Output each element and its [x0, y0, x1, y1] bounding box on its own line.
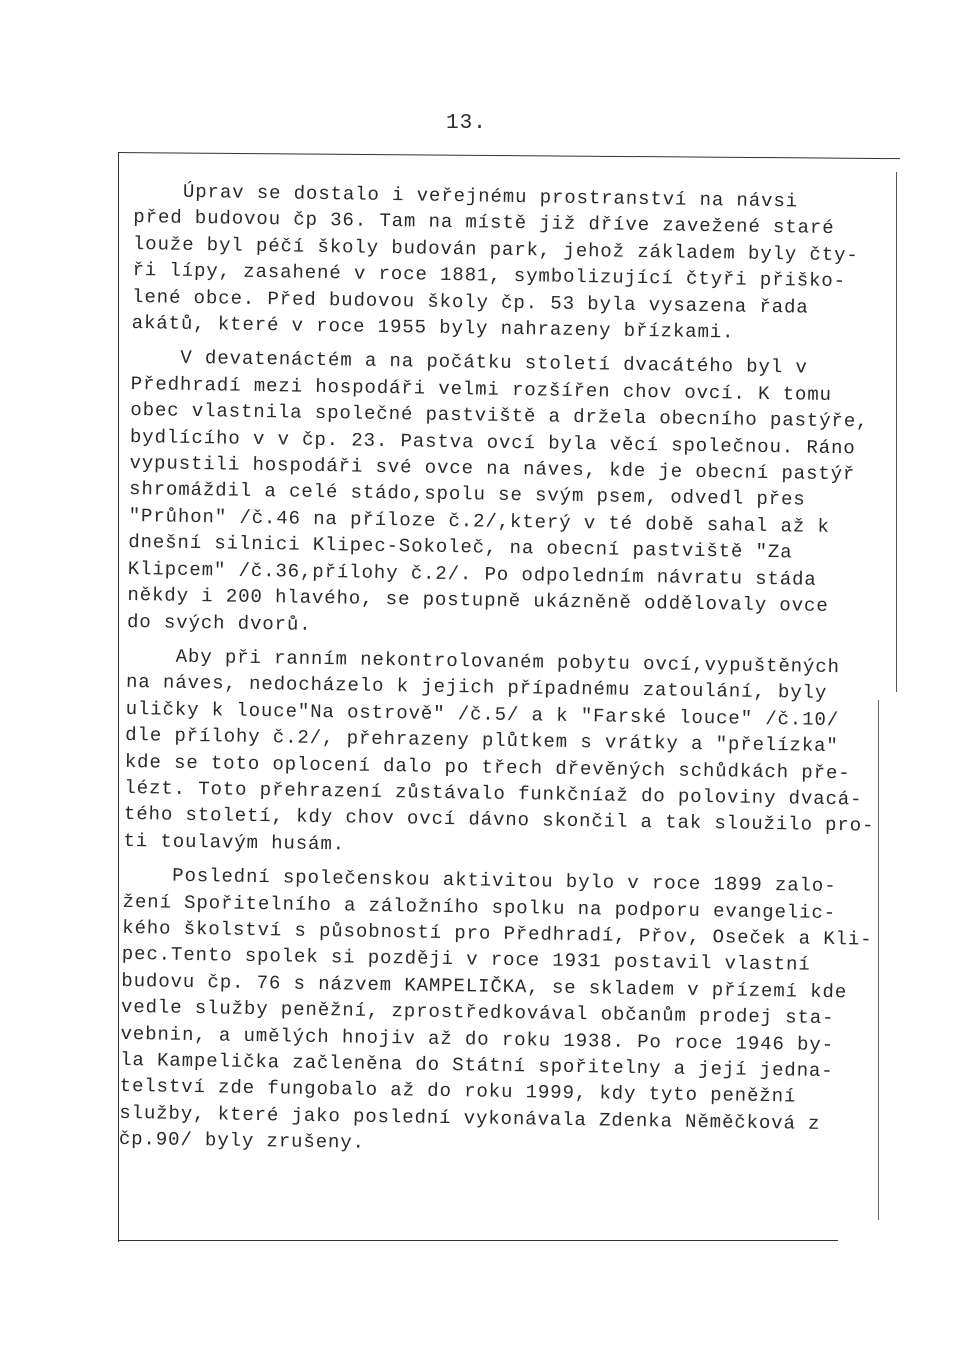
text-line: Předhradí mezi hospodáři velmi rozšířen chov ovcí. K tomu: [130, 372, 833, 406]
text-line: Aby při ranním nekontrolovaném pobytu ovcí,vypuštěných: [126, 644, 841, 679]
frame-bottom-border: [118, 1240, 838, 1241]
text-line: žení Spořitelního a záložního spolku na podporu evangelic-: [122, 890, 837, 924]
text-line: před budovou čp 36. Tam na místě již dříve zavežené staré: [133, 206, 835, 240]
text-line: vebnin, a umělých hnojiv až do roku 1938. Po roce 1946 by-: [120, 1022, 835, 1056]
text-line: služby, které jako poslední vykonávala Zdenka Něměčková z: [119, 1101, 821, 1135]
text-line: louže byl péčí školy budován park, jehož základem byly čty-: [132, 232, 859, 267]
text-line: lené obce. Před budovou školy čp. 53 byla vysazena řada: [131, 285, 809, 319]
text-line: Úprav se dostalo i veřejnému prostranství na návsi: [133, 179, 799, 213]
paragraph-savings-bank: [118, 862, 873, 1164]
text-line: kého školství s působností pro Předhradí, Přov, Oseček a Kli-: [122, 916, 873, 951]
text-line: čp.90/ byly zrušeny.: [118, 1128, 366, 1154]
paragraph-park: [131, 178, 859, 348]
text-line: bydlícího v v čp. 23. Pastva ovcí byla věcí společnou. Ráno: [129, 425, 856, 460]
text-line: dle přílohy č.2/, přehrazeny plůtkem s vrátky a "přelízka": [125, 724, 839, 758]
text-line: pec.Tento spolek si později v roce 1931 postavil vlastní: [121, 943, 811, 977]
typewritten-text-block: [118, 178, 875, 1172]
text-line: telství zde fungobalo až do roku 1999, kdy tyto peněžní: [119, 1075, 797, 1108]
page-number: 13.: [446, 112, 487, 135]
frame-right-border: [896, 172, 897, 692]
text-line: někdy i 200 hlavého, se postupně ukázněně oddělovaly ovce: [127, 584, 829, 618]
text-line: ti toulavým husám.: [123, 829, 346, 856]
text-line: "Průhon" /č.46 na příloze č.2/,který v té době sahal až k: [128, 504, 830, 538]
text-line: obec vlastnila společné pastviště a držela obecního pastýře,: [130, 399, 869, 433]
text-line: Poslední společenskou aktivitou bylo v roce 1899 zalo-: [122, 864, 837, 898]
text-line: Klipcem" /č.36,přílohy č.2/. Po odpoledním návratu stáda: [127, 557, 817, 591]
text-line: budovu čp. 76 s názvem KAMPELIČKA, se skladem v přízemí kde: [121, 969, 848, 1004]
text-line: la Kampelička začleněna do Státní spořitelny a její jedna-: [119, 1048, 834, 1083]
text-line: na náves, nedocházelo k jejich případnému zatoulání, byly: [125, 671, 828, 705]
text-line: vedle služby peněžní, zprostředkovával občanům prodej sta-: [120, 996, 835, 1030]
frame-right-lower-border: [878, 700, 879, 1220]
text-line: uličky k louce"Na ostrově" /č.5/ a k "Farské louce" /č.10/: [125, 697, 840, 731]
text-line: kde se toto oplocení dalo po třech dřevěných schůdkách pře-: [124, 750, 851, 784]
text-line: shromáždil a celé stádo,spolu se svým psem, odvedl přes: [128, 478, 806, 512]
text-line: dnešní silnici Klipec-Sokoleč, na obecní pastviště "Za: [128, 531, 793, 564]
paragraph-fences: [123, 643, 875, 866]
frame-top-border: [118, 152, 900, 159]
text-line: lézt. Toto přehrazení zůstávalo funkčníaž do poloviny dvacá-: [124, 776, 863, 811]
text-line: tého století, kdy chov ovcí dávno skončil a tak sloužilo pro-: [123, 803, 875, 838]
text-line: ři lípy, zasahené v roce 1881, symbolizující čtyři přiško-: [132, 259, 847, 293]
text-line: do svých dvorů.: [126, 610, 312, 636]
text-line: V devatenáctém a na počátku století dvacátého byl v: [131, 346, 808, 380]
paragraph-sheep: [126, 344, 869, 646]
text-line: akátů, které v roce 1955 byly nahrazeny břízkami.: [131, 312, 735, 344]
text-line: vypustili hospodáři své ovce na náves, kde je obecní pastýř: [129, 452, 856, 486]
